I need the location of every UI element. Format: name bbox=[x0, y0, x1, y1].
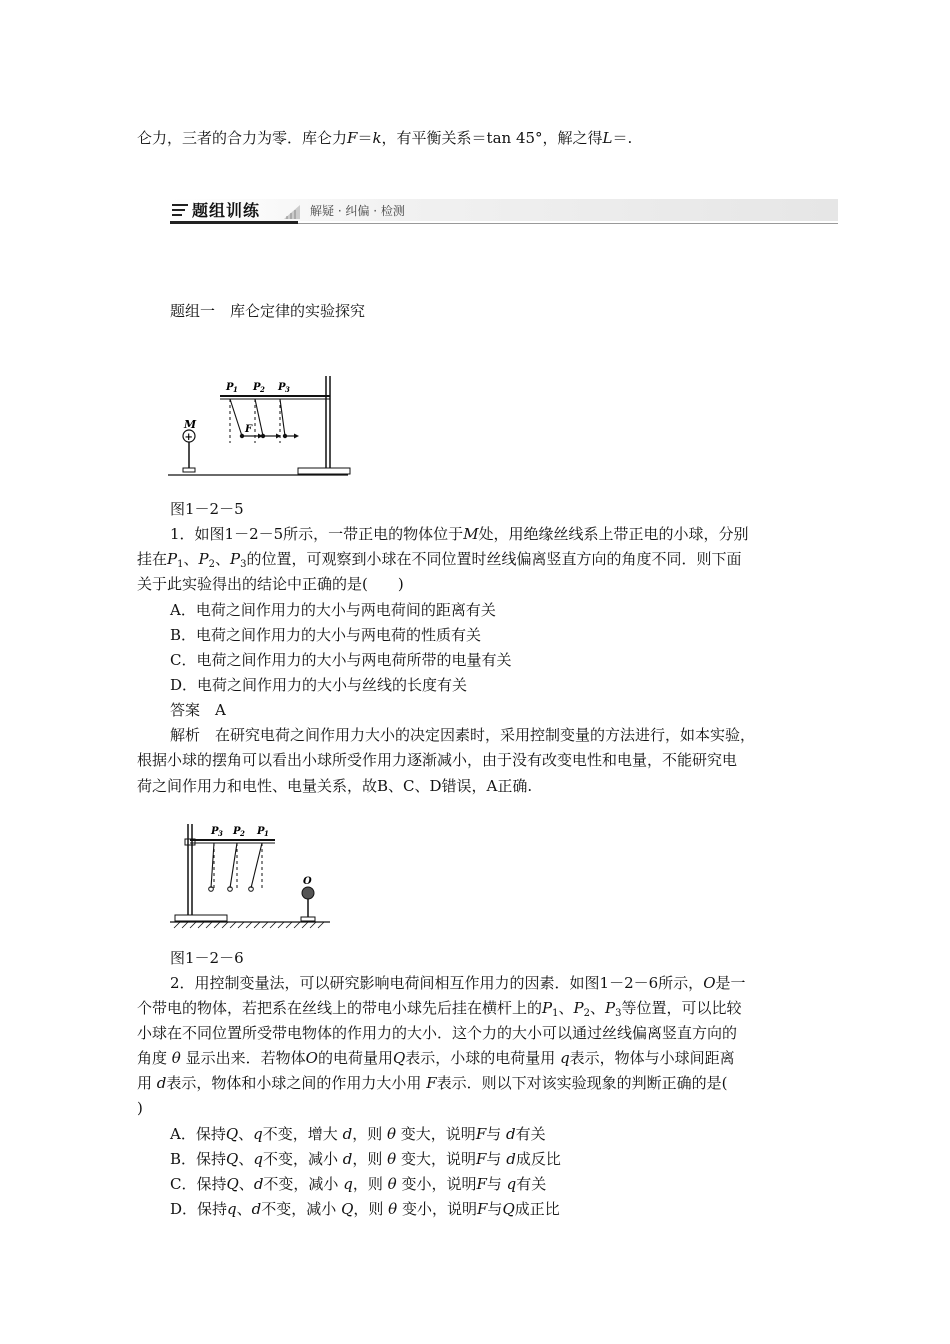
figure-1-2-5 bbox=[168, 368, 368, 478]
section-banner bbox=[170, 199, 838, 227]
svg-text:P: P bbox=[233, 826, 241, 837]
svg-text:F: F bbox=[245, 424, 253, 435]
q2-stem-line6: ) bbox=[137, 1099, 143, 1117]
q2-stem-line2: 个带电的物体，若把系在丝线上的带电小球先后挂在横杆上的$P_1$、$P_2$、$P_3$等位置，可以比较 bbox=[137, 999, 742, 1019]
banner-subtitle: 解疑 · 纠偏 · 检测 bbox=[310, 204, 405, 218]
q2-stem-line1: 2．用控制变量法，可以研究影响电荷间相互作用力的因素．如图1－2－6所示，O是一 bbox=[170, 974, 746, 992]
q1-option-b: B．电荷之间作用力的大小与两电荷的性质有关 bbox=[170, 626, 482, 644]
q2-option-b: B．保持Q、q不变，减小 d，则 θ 变大，说明F与 d成反比 bbox=[170, 1150, 561, 1168]
svg-text:3: 3 bbox=[218, 829, 223, 838]
svg-text:P: P bbox=[211, 826, 219, 837]
q1-stem-line2: 挂在$P_1$、$P_2$、$P_3$的位置，可观察到小球在不同位置时丝线偏离竖直方向的角度不同．则下面 bbox=[137, 550, 742, 570]
svg-text:O: O bbox=[303, 876, 312, 887]
svg-text:2: 2 bbox=[260, 385, 265, 394]
q2-stem-line4: 角度 θ 显示出来．若物体O的电荷量用Q表示，小球的电荷量用 q表示，物体与小球间距离 bbox=[137, 1049, 735, 1067]
q1-analysis-2: 根据小球的摆角可以看出小球所受作用力逐渐减小，由于没有改变电性和电量，不能研究电 bbox=[137, 751, 738, 769]
svg-text:2: 2 bbox=[240, 829, 245, 838]
banner-stripes-icon bbox=[172, 202, 188, 220]
fig1-label-m: M bbox=[184, 418, 197, 431]
svg-text:+: + bbox=[184, 432, 193, 443]
q2-option-d: D．保持q、d不变，减小 Q，则 θ 变小，说明F与Q成正比 bbox=[170, 1200, 560, 1218]
fig1-caption: 图1－2－5 bbox=[170, 500, 244, 518]
fig2-caption: 图1－2－6 bbox=[170, 949, 244, 967]
intro-text: 仑力，三者的合力为零．库仑力F＝k，有平衡关系＝tan 45°，解之得L＝. bbox=[137, 129, 633, 147]
svg-text:P: P bbox=[257, 826, 265, 837]
q2-stem-line5: 用 d表示，物体和小球之间的作用力大小用 F表示．则以下对该实验现象的判断正确的是( bbox=[137, 1074, 728, 1092]
group-title: 题组一 库仑定律的实验探究 bbox=[170, 302, 366, 320]
q1-answer: 答案 A bbox=[170, 701, 226, 719]
figure-1-2-6 bbox=[170, 818, 340, 933]
q1-analysis-1: 解析 在研究电荷之间作用力大小的决定因素时，采用控制变量的方法进行，如本实验， bbox=[170, 726, 756, 744]
banner-title: 题组训练 bbox=[192, 201, 261, 220]
q2-stem-line3: 小球在不同位置所受带电物体的作用力的大小．这个力的大小可以通过丝线偏离竖直方向的 bbox=[137, 1024, 738, 1042]
q1-stem-line3: 关于此实验得出的结论中正确的是( ) bbox=[137, 575, 404, 593]
q1-option-a: A．电荷之间作用力的大小与两电荷间的距离有关 bbox=[170, 601, 496, 619]
q2-option-a: A．保持Q、q不变，增大 d，则 θ 变大，说明F与 d有关 bbox=[170, 1125, 546, 1143]
svg-text:3: 3 bbox=[285, 385, 290, 394]
svg-text:1: 1 bbox=[264, 829, 269, 838]
q1-option-c: C．电荷之间作用力的大小与两电荷所带的电量有关 bbox=[170, 651, 512, 669]
svg-text:P: P bbox=[253, 382, 261, 393]
svg-text:1: 1 bbox=[233, 385, 238, 394]
q1-stem-line1: 1．如图1－2－5所示，一带正电的物体位于M处，用绝缘丝线系上带正电的小球，分别 bbox=[170, 525, 749, 543]
svg-text:P: P bbox=[226, 382, 234, 393]
banner-ramp-icon bbox=[284, 205, 300, 219]
svg-text:P: P bbox=[278, 382, 286, 393]
q1-analysis-3: 荷之间作用力和电性、电量关系，故B、C、D错误，A正确. bbox=[137, 777, 533, 795]
q1-option-d: D．电荷之间作用力的大小与丝线的长度有关 bbox=[170, 676, 468, 694]
q2-option-c: C．保持Q、d不变，减小 q，则 θ 变小，说明F与 q有关 bbox=[170, 1175, 547, 1193]
